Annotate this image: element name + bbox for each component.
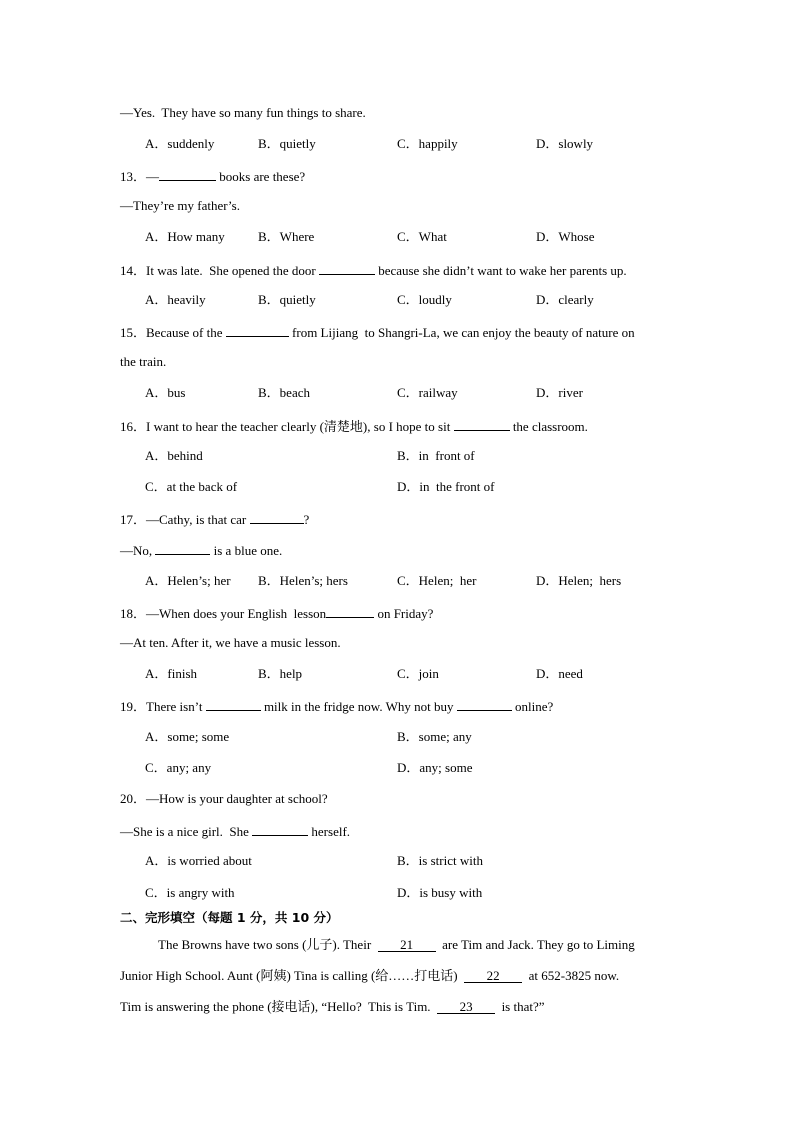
q15-prefix: 15．Because of the [120, 325, 226, 340]
q20-answer-line [120, 822, 350, 838]
q13-prefix: 13．— [120, 169, 160, 184]
q20-option-b: B．is strict with [397, 853, 483, 868]
q16-question [120, 417, 588, 433]
q12-option-b: B．quietly [258, 136, 316, 151]
q13-option-b: B．Where [258, 229, 315, 244]
q18-question [120, 604, 433, 620]
q19-middle: milk in the fridge now. Why not buy [260, 699, 457, 714]
q16-suffix: the classroom. [509, 419, 588, 434]
q14-question [120, 261, 627, 277]
q18-blank [326, 604, 374, 618]
q16-option-a: A．behind [145, 448, 203, 463]
q19-option-c: C．any; any [145, 760, 212, 775]
cloze-blank-21: 21 [378, 938, 436, 952]
q18-answer-line: —At ten. After it, we have a music lesson. [120, 635, 341, 650]
q16-option-b: B．in front of [397, 448, 475, 463]
q17-answer-suffix: is a blue one. [210, 543, 283, 558]
q20-question: 20．—How is your daughter at school? [120, 791, 328, 806]
q19-option-b: B．some; any [397, 729, 472, 744]
cloze-line-1-suffix: are Tim and Jack. They go to Liming [435, 937, 635, 952]
cloze-line-3-prefix: Tim is answering the phone (接电话), “Hello? This is Tim. [120, 999, 438, 1014]
q14-option-c: C．loudly [397, 292, 452, 307]
q13-suffix: books are these? [216, 169, 306, 184]
q15-continuation: the train. [120, 354, 167, 369]
cloze-line-2-prefix: Junior High School. Aunt (阿姨) Tina is calling (给……打电话) [120, 968, 465, 983]
q20-option-c: C．is angry with [145, 885, 235, 900]
cloze-line-2-suffix: at 652-3825 now. [522, 968, 620, 983]
q15-blank [226, 323, 289, 337]
q14-suffix: because she didn’t want to wake her parents up. [374, 263, 627, 278]
q19-option-a: A．some; some [145, 729, 230, 744]
q12-option-a: A．suddenly [145, 136, 215, 151]
q13-option-a: A．How many [145, 229, 225, 244]
q17-answer-prefix: —No, [120, 543, 156, 558]
q19-blank-1 [206, 697, 261, 711]
q14-option-b: B．quietly [258, 292, 316, 307]
q13-question [120, 167, 305, 183]
q17-blank-1 [250, 510, 304, 524]
q17-option-b: B．Helen’s; hers [258, 573, 348, 588]
q14-blank [319, 261, 375, 275]
q18-option-a: A．finish [145, 666, 198, 681]
cloze-line-1 [158, 937, 635, 953]
q20-option-a: A．is worried about [145, 853, 252, 868]
q13-answer-line: —They’re my father’s. [120, 198, 240, 213]
q17-blank-2 [155, 541, 210, 555]
q13-option-c: C．What [397, 229, 447, 244]
q16-option-c: C．at the back of [145, 479, 238, 494]
cloze-line-3-suffix: is that?” [495, 999, 545, 1014]
q17-question [120, 510, 309, 526]
q13-option-d: D．Whose [536, 229, 595, 244]
q18-option-b: B．help [258, 666, 303, 681]
q20-blank [252, 822, 308, 836]
q19-option-d: D．any; some [397, 760, 473, 775]
cloze-line-2 [120, 968, 619, 984]
q16-option-d: D．in the front of [397, 479, 495, 494]
q17-option-d: D．Helen; hers [536, 573, 622, 588]
q17-prefix: 17．—Cathy, is that car [120, 512, 250, 527]
q17-option-c: C．Helen; her [397, 573, 477, 588]
q16-blank [454, 417, 510, 431]
q13-blank [159, 167, 216, 181]
q17-suffix: ? [303, 512, 310, 527]
q12-option-c: C．happily [397, 136, 458, 151]
cloze-line-1-prefix: The Browns have two sons (儿子). Their [158, 937, 378, 952]
q17-answer-line [120, 541, 282, 557]
q14-prefix: 14．It was late. She opened the door [120, 263, 319, 278]
q15-suffix: from Lijiang to Shangri-La, we can enjoy the beauty of nature on [288, 325, 635, 340]
q15-question [120, 323, 635, 339]
cloze-line-3 [120, 999, 545, 1015]
q15-option-d: D．river [536, 385, 583, 400]
q18-prefix: 18．—When does your English lesson [120, 606, 327, 621]
q19-question [120, 697, 553, 713]
q17-option-a: A．Helen’s; her [145, 573, 231, 588]
q19-prefix: 19．There isn’t [120, 699, 206, 714]
cloze-blank-22: 22 [464, 969, 522, 983]
q15-option-a: A．bus [145, 385, 186, 400]
q19-blank-2 [457, 697, 512, 711]
section-2-heading: 二、完形填空（每题 1 分，共 10 分） [120, 910, 339, 925]
q14-option-d: D．clearly [536, 292, 594, 307]
q16-prefix: 16．I want to hear the teacher clearly (清楚地), so I hope to sit [120, 419, 454, 434]
q19-suffix: online? [511, 699, 554, 714]
q14-option-a: A．heavily [145, 292, 206, 307]
q18-option-d: D．need [536, 666, 583, 681]
q12-answer-line: —Yes. They have so many fun things to share. [120, 105, 366, 120]
q20-suffix: herself. [308, 824, 351, 839]
q18-option-c: C．join [397, 666, 439, 681]
q15-option-b: B．beach [258, 385, 310, 400]
q12-option-d: D．slowly [536, 136, 594, 151]
q20-option-d: D．is busy with [397, 885, 483, 900]
q18-suffix: on Friday? [374, 606, 434, 621]
cloze-blank-23: 23 [437, 1000, 495, 1014]
q20-prefix: —She is a nice girl. She [120, 824, 253, 839]
q15-option-c: C．railway [397, 385, 458, 400]
